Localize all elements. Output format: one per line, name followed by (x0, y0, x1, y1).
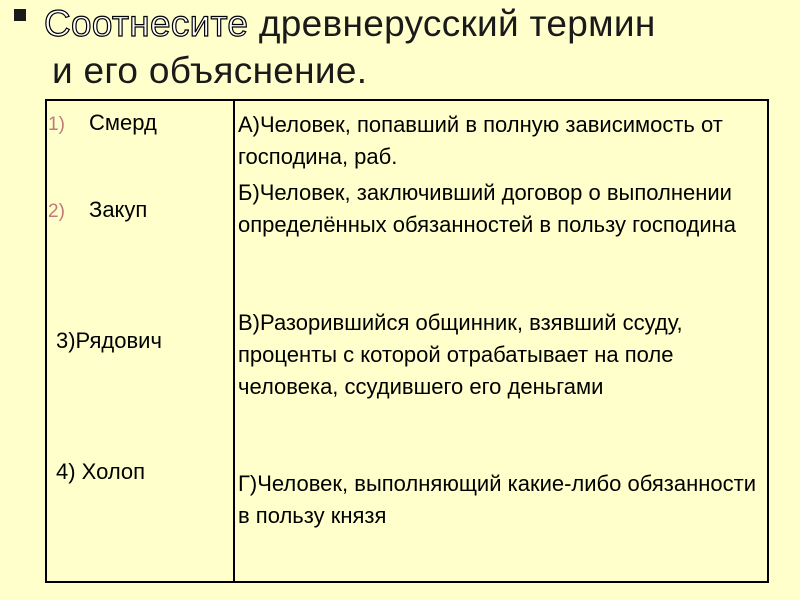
slide-title (44, 0, 789, 94)
title-line-2: и его объяснение. (52, 50, 368, 91)
term-1-number: 1) (48, 114, 65, 135)
definition-c: В)Разорившийся общинник, взявший ссуду, проценты с которой отрабатывает на поле человека, ссудившего его деньгами (238, 310, 683, 399)
term-2 (48, 197, 147, 225)
definition-b: Б)Человек, заключивший договор о выполнении определённых обязанностей в пользу господина (238, 180, 737, 237)
term-4-label: 4) Холоп (56, 459, 146, 484)
title-highlight: Соотнесите (44, 3, 249, 44)
title-line-1 (44, 0, 789, 47)
title-bullet-icon (14, 9, 26, 21)
title-rest: древнерусский термин (248, 3, 656, 44)
matching-table (45, 99, 769, 583)
term-2-number: 2) (48, 201, 65, 222)
definition-a: А)Человек, попавший в полную зависимость от господина, раб. (238, 112, 723, 169)
term-3-label: 3)Рядович (56, 328, 162, 353)
term-1-label: Смерд (89, 110, 157, 135)
term-4 (56, 459, 145, 485)
column-divider (233, 101, 235, 581)
term-3 (56, 328, 162, 354)
term-1 (48, 110, 157, 138)
definition-d: Г)Человек, выполняющий какие-либо обязанности в пользу князя (238, 471, 756, 528)
term-2-label: Закуп (89, 197, 148, 222)
